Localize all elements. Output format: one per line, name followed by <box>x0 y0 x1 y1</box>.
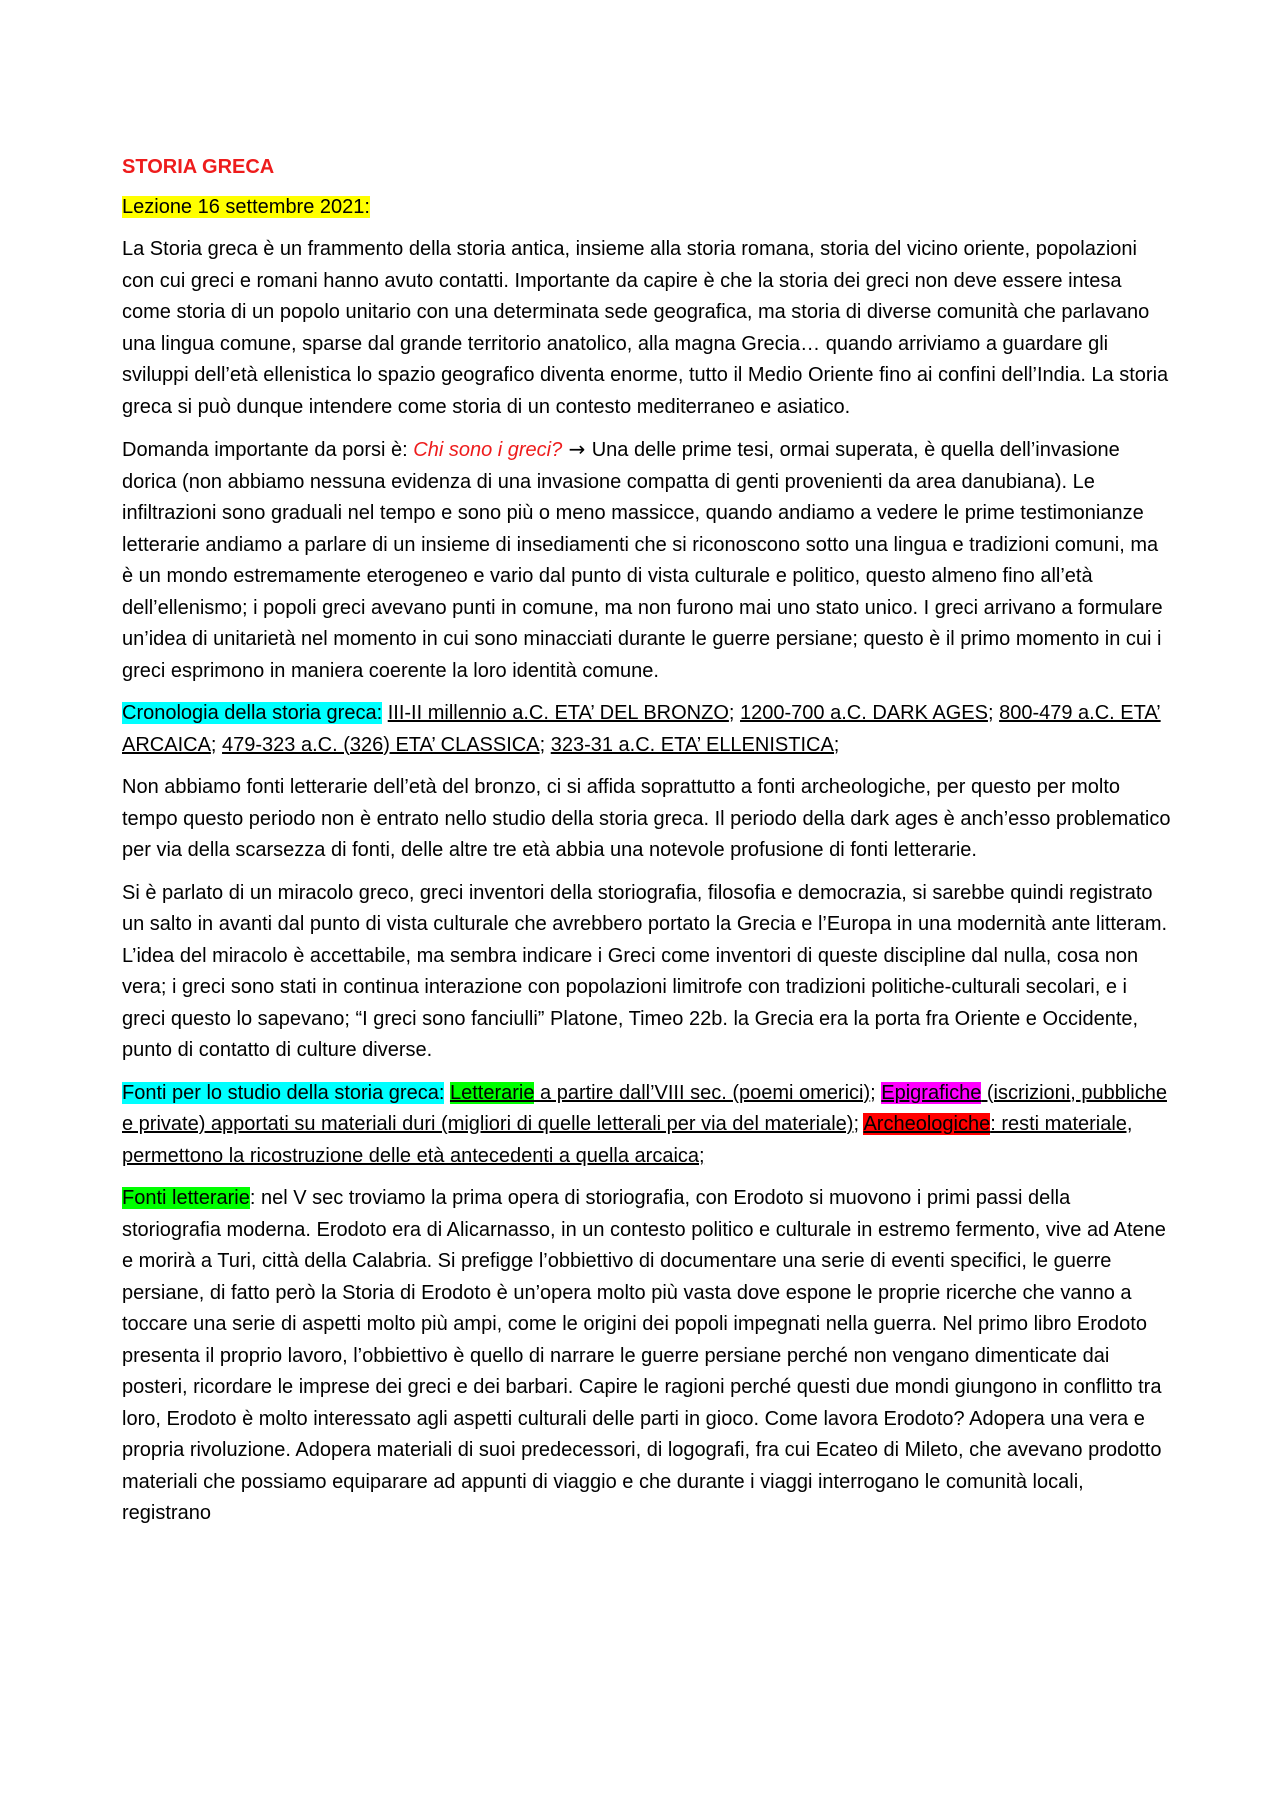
paragraph-greek-miracle: Si è parlato di un miracolo greco, greci inventori della storiografia, filosofia e democrazia, si sarebbe quindi registrato un salto in avanti dal punto di vista culturale che avrebbero portato la Grecia e l’Europa in una modernità ante litteram. L’idea del miracolo è accettabile, ma sembra indicare i Greci come inventori di queste discipline dal nulla, cosa non vera; i greci sono stati in continua interazione con popolazioni limitrofe con tradizioni politiche-culturali secolari, e i greci questo lo sapevano; “I greci sono fanciulli” Platone, Timeo 22b. la Grecia era la porta fra Oriente e Occidente, punto di contatto di culture diverse. <box>122 881 1168 1061</box>
chronology-item: 323-31 a.C. ETA’ ELLENISTICA; <box>550 733 840 756</box>
literary-sources-body: : nel V sec troviamo la prima opera di storiografia, con Erodoto si muovono i primi passi della storiografia moderna. Erodoto era di Alicarnasso, in un contesto politico e culturale in estremo fermento, vive ad Atene e morirà a Turi, città della Calabria. Si prefigge l’obbiettivo di documentare una serie di eventi specifici, le guerre persiane, di fatto però la Storia di Erodoto è un’opera molto più vasta dove espone le proprie ricerche che vanno a toccare una serie di aspetti molto più ampi, come le origini dei popoli impegnati nella guerra. Nel primo libro Erodoto presenta il proprio lavoro, l’obbiettivo è quello di narrare le guerre persiane perché non vengano dimenticate dai posteri, ricordare le imprese dei greci e dei barbari. Capire le ragioni perché questi due mondi giungono in conflitto tra loro, Erodoto è molto interessato agli aspetti culturali delle parti in gioco. Come lavora Erodoto? Adopera una vera e propria rivoluzione. Adopera materiali di suoi predecessori, di logografi, fra cui Ecateo di Mileto, che avevano prodotto materiali che possiamo equiparare ad appunti di viaggio e che durante i viaggi interrogano le comunità locali, registrano <box>122 1187 1166 1524</box>
chronology-label: Cronologia della storia greca: <box>122 702 383 724</box>
chronology-item: 800-479 a.C. ETA’ ARCAICA <box>122 702 1161 756</box>
archaeological-sources-label: Archeologiche <box>863 1113 991 1135</box>
sources-paragraph: Fonti per lo studio della storia greca: Letterarie a partire dall’VIII sec. (poemi omerici); Epigrafiche (iscrizioni, pubbliche e private) apportati su materiali duri (migliori di quelle letterali per via del materiale); Archeologiche: resti materiale, permettono la ricostruzione delle età antecedenti a quella arcaica; <box>122 1081 1167 1167</box>
right-arrow-icon: → <box>562 437 592 461</box>
paragraph-bronze-age-sources: Non abbiamo fonti letterarie dell’età del bronzo, ci si affida soprattutto a fonti archeologiche, per questo per molto tempo questo periodo non è entrato nello studio della storia greca. Il periodo della dark ages è anch’esso problematico per via della scarsezza di fonti, delle altre tre età abbia una notevole profusione di fonti letterarie. <box>122 776 1171 861</box>
archaeological-sources-text: : resti materiale, permettono la ricostruzione delle età antecedenti a quella arcaica; <box>122 1113 1133 1167</box>
document-page <box>122 152 1172 1541</box>
literary-sources-label: Letterarie <box>449 1081 535 1104</box>
chronology-item: 1200-700 a.C. DARK AGES <box>740 702 988 724</box>
lesson-date-paragraph <box>122 192 1172 224</box>
question-intro: Domanda importante da porsi è: <box>122 439 414 461</box>
sources-label: Fonti per lo studio della storia greca: <box>122 1081 445 1104</box>
chronology-item: 479-323 a.C. (326) ETA’ CLASSICA <box>222 733 540 756</box>
chronology-item: III-II millennio a.C. ETA’ DEL BRONZO <box>387 702 729 724</box>
epigraphic-sources-text: (iscrizioni, pubbliche e private) apportati su materiali duri (migliori di quelle letterali per via del materiale) <box>122 1081 1167 1135</box>
paragraph-literary-sources <box>122 1183 1172 1530</box>
paragraph-intro: La Storia greca è un frammento della storia antica, insieme alla storia romana, storia del vicino oriente, popolazioni con cui greci e romani hanno avuto contatti. Importante da capire è che la storia dei greci non deve essere intesa come storia di un popolo unitario con una determinata sede geografica, ma storia di diverse comunità che parlavano una lingua comune, sparse dal grande territorio anatolico, alla magna Grecia… quando arriviamo a guardare gli sviluppi dell’età ellenistica lo spazio geografico diventa enorme, tutto il Medio Oriente fino ai confini dell’India. La storia greca si può dunque intendere come storia di un contesto mediterraneo e asiatico. <box>122 238 1169 418</box>
document-title: STORIA GRECA <box>122 156 275 178</box>
question-answer: Una delle prime tesi, ormai superata, è quella dell’invasione dorica (non abbiamo nessuna evidenza di una invasione compatta di genti provenienti da area danubiana). Le infiltrazioni sono graduali nel tempo e sono più o meno massicce, quando andiamo a vedere le prime testimonianze letterarie andiamo a parlare di un insieme di insediamenti che si riconoscono sotto una lingua e tradizioni comuni, ma è un mondo estremamente eterogeneo e vario dal punto di vista culturale e politico, questo almeno fino all’età dell’ellenismo; i popoli greci avevano punti in comune, ma non furono mai uno stato unico. I greci arrivano a formulare un’idea di unitarietà nel momento in cui sono minacciati durante le guerre persiane; questo è il primo momento in cui i greci esprimono in maniera coerente la loro identità comune. <box>122 439 1163 682</box>
epigraphic-sources-label: Epigrafiche <box>881 1081 982 1104</box>
literary-sources-heading: Fonti letterarie <box>122 1187 250 1209</box>
paragraph-who-are-greeks <box>122 434 1172 687</box>
literary-sources-text: a partire dall’VIII sec. (poemi omerici) <box>534 1081 871 1104</box>
question-text: Chi sono i greci? <box>413 439 563 461</box>
lesson-date: Lezione 16 settembre 2021: <box>122 195 370 218</box>
chronology-paragraph: Cronologia della storia greca: III-II millennio a.C. ETA’ DEL BRONZO; 1200-700 a.C. DARK AGES; 800-479 a.C. ETA’ ARCAICA; 479-323 a.C. (326) ETA’ CLASSICA; 323-31 a.C. ETA’ ELLENISTICA; <box>122 702 1161 756</box>
